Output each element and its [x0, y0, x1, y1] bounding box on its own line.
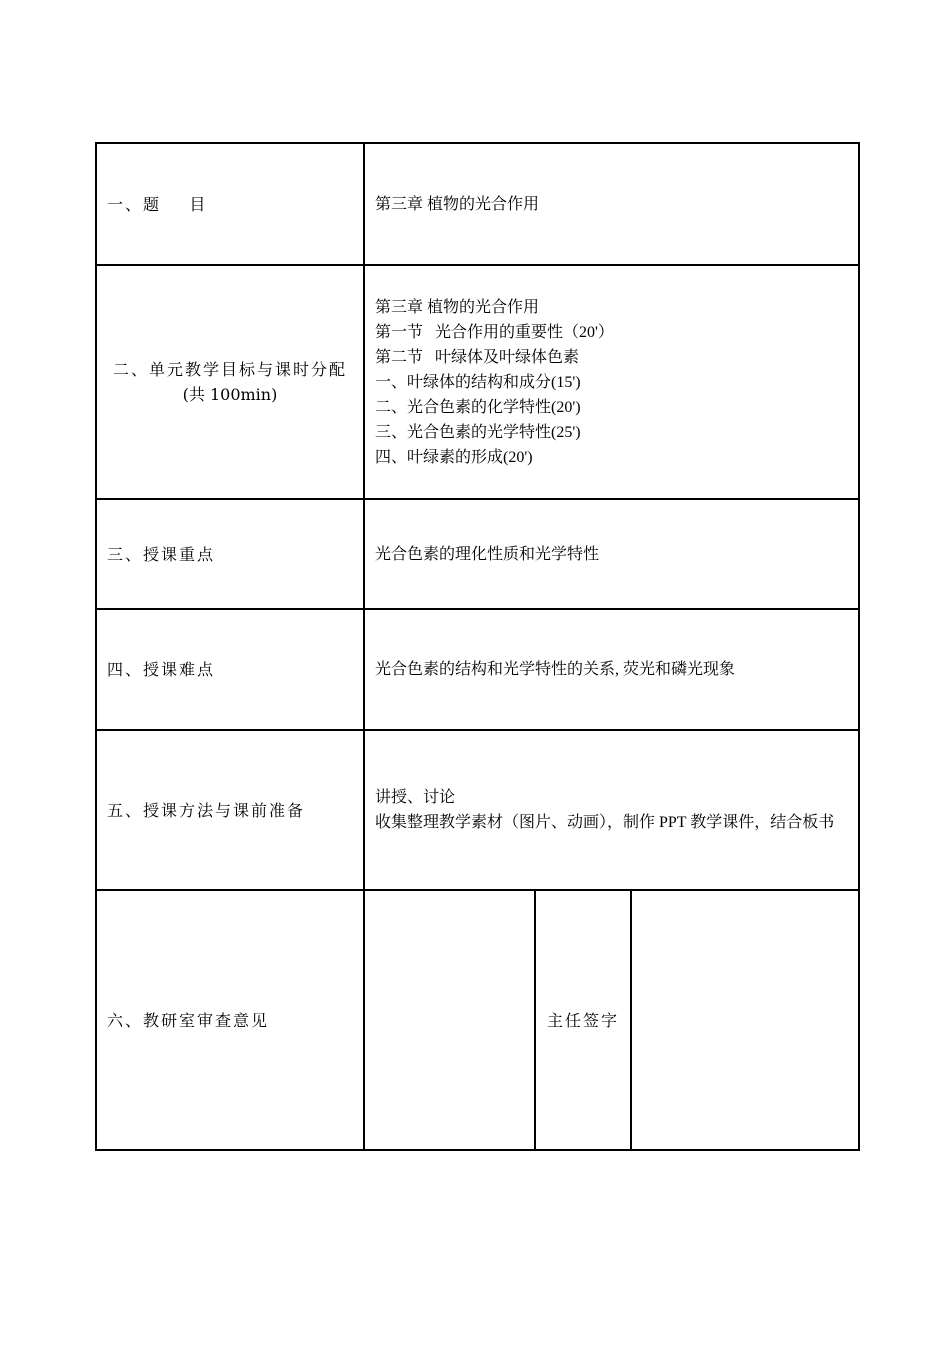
topic-content: 第三章 植物的光合作用	[364, 143, 859, 265]
director-signature-label: 主任签字	[535, 890, 631, 1150]
review-label: 六、教研室审查意见	[96, 890, 364, 1150]
methods-label: 五、授课方法与课前准备	[96, 730, 364, 890]
objectives-content	[364, 265, 859, 499]
methods-line: 讲授、讨论	[375, 789, 456, 806]
difficulties-label: 四、授课难点	[96, 609, 364, 730]
methods-row	[96, 730, 859, 890]
objectives-row	[96, 265, 859, 499]
objectives-line: 第一节 光合作用的重要性（20'）	[375, 323, 614, 341]
director-signature-cell	[631, 890, 859, 1150]
objectives-line: 二、光合色素的化学特性(20')	[375, 398, 581, 416]
review-row	[96, 890, 859, 1150]
topic-row	[96, 143, 859, 265]
methods-content	[364, 730, 859, 890]
lesson-plan-table	[95, 142, 860, 1151]
key-points-label: 三、授课重点	[96, 499, 364, 609]
methods-line: 收集整理教学素材（图片、动画），制作 PPT 教学课件，结合板书	[375, 814, 835, 831]
key-points-row	[96, 499, 859, 609]
difficulties-row	[96, 609, 859, 730]
objectives-label: 二、单元教学目标与课时分配	[112, 360, 347, 379]
objectives-line: 四、叶绿素的形成(20')	[375, 448, 533, 466]
key-points-content: 光合色素的理化性质和光学特性	[364, 499, 859, 609]
difficulties-content: 光合色素的结构和光学特性的关系, 荧光和磷光现象	[364, 609, 859, 730]
topic-label: 一、题 目	[96, 143, 364, 265]
review-opinion-cell	[364, 890, 535, 1150]
objectives-label-cell	[96, 265, 364, 499]
objectives-line: 一、叶绿体的结构和成分(15')	[375, 373, 581, 391]
objectives-line: 三、光合色素的光学特性(25')	[375, 423, 581, 441]
objectives-line: 第三章 植物的光合作用	[375, 298, 540, 316]
objectives-line: 第二节 叶绿体及叶绿体色素	[375, 348, 580, 366]
objectives-sublabel: (共 100min)	[182, 385, 278, 404]
